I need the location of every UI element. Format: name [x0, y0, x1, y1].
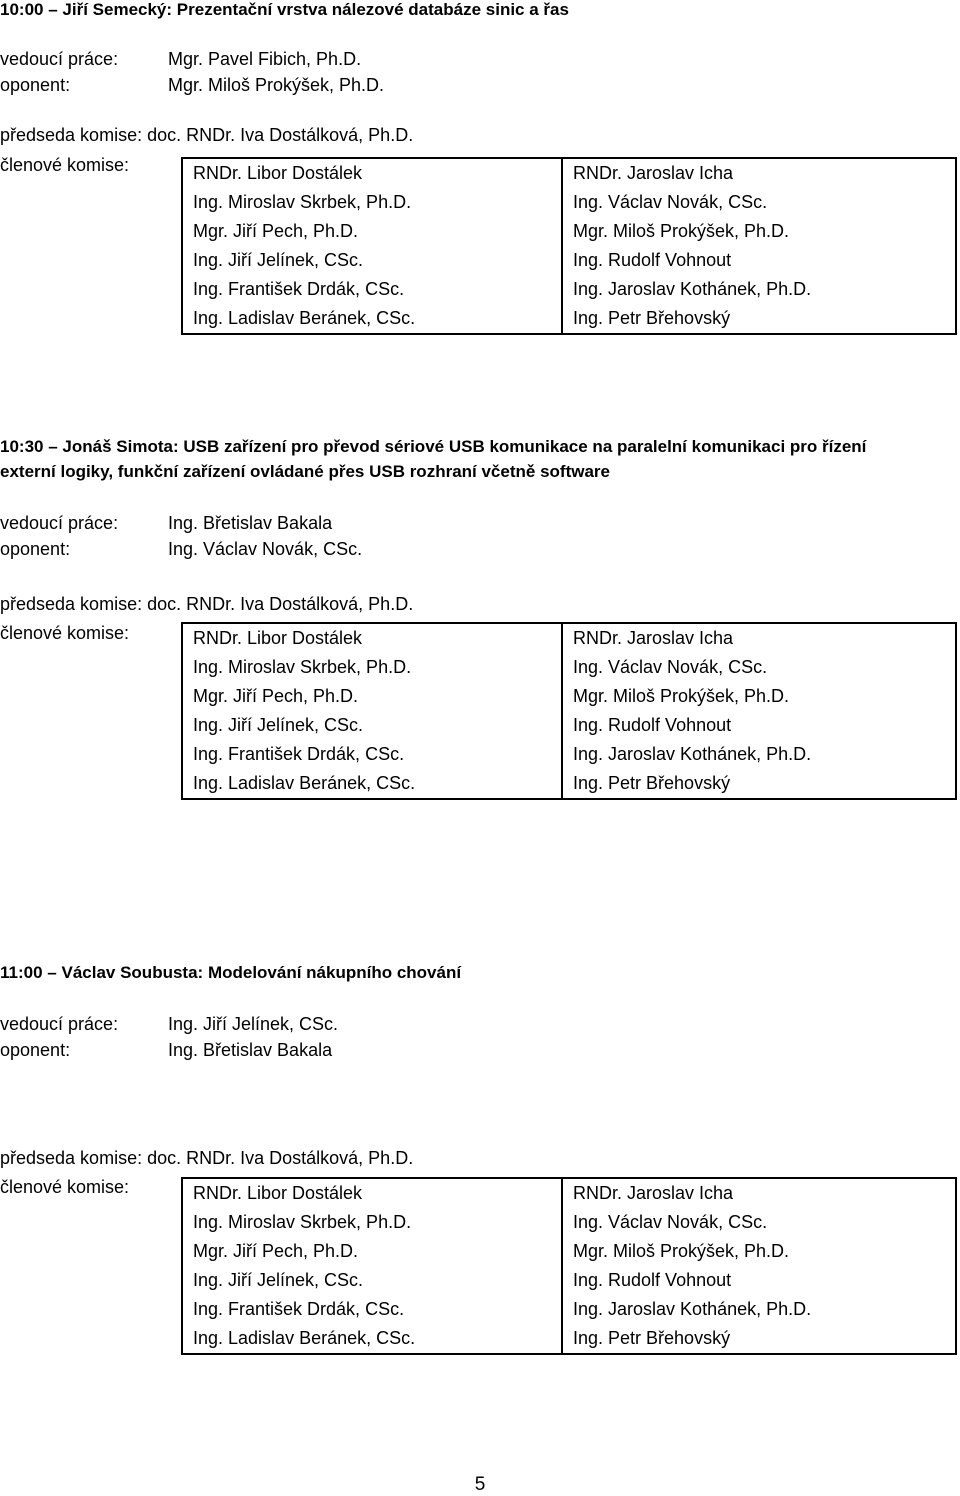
- member: Mgr. Miloš Prokýšek, Ph.D.: [573, 686, 790, 706]
- members-label: členové komise:: [0, 155, 130, 175]
- member: Ing. František Drdák, CSc.: [193, 279, 405, 299]
- opponent-value: Mgr. Miloš Prokýšek, Ph.D.: [168, 75, 385, 95]
- opponent-label: oponent:: [0, 1040, 71, 1060]
- member: Mgr. Miloš Prokýšek, Ph.D.: [573, 1241, 790, 1261]
- opponent-value: Ing. Břetislav Bakala: [168, 1040, 333, 1060]
- member: Ing. Ladislav Beránek, CSc.: [193, 1328, 416, 1348]
- member: Ing. Václav Novák, CSc.: [573, 1212, 768, 1232]
- opponent-label: oponent:: [0, 539, 71, 559]
- members-label: členové komise:: [0, 623, 130, 643]
- member: RNDr. Libor Dostálek: [193, 1183, 363, 1203]
- session-topic: Modelování nákupního chování: [207, 963, 462, 982]
- supervisor-value: Ing. Jiří Jelínek, CSc.: [168, 1014, 339, 1034]
- member: Ing. Ladislav Beránek, CSc.: [193, 308, 416, 328]
- page-number: 5: [474, 1474, 486, 1495]
- members-left-column: [182, 1178, 562, 1354]
- session-dash: –: [47, 963, 57, 982]
- member: RNDr. Libor Dostálek: [193, 628, 363, 648]
- session-topic: Prezentační vrstva nálezové databáze sinic a řas: [176, 0, 569, 19]
- member: RNDr. Jaroslav Icha: [573, 628, 734, 648]
- member: Mgr. Jiří Pech, Ph.D.: [193, 686, 359, 706]
- member: Ing. Jaroslav Kothánek, Ph.D.: [573, 744, 812, 764]
- supervisor-label: vedoucí práce:: [0, 1014, 119, 1034]
- member: Ing. Rudolf Vohnout: [573, 250, 732, 270]
- members-table: [181, 622, 957, 800]
- members-right-column: [562, 623, 956, 799]
- chair-label: předseda komise:: [0, 594, 143, 614]
- session-title: [0, 961, 461, 985]
- session-title-line2: [0, 460, 610, 484]
- member: RNDr. Jaroslav Icha: [573, 163, 734, 183]
- member: Ing. Petr Břehovský: [573, 1328, 731, 1348]
- member: Ing. Rudolf Vohnout: [573, 1270, 732, 1290]
- chair-label: předseda komise:: [0, 125, 143, 145]
- opponent-label: oponent:: [0, 75, 71, 95]
- chair-row: [0, 1146, 413, 1170]
- member: Ing. Jiří Jelínek, CSc.: [193, 250, 364, 270]
- member: Ing. Miroslav Skrbek, Ph.D.: [193, 657, 412, 677]
- member: RNDr. Jaroslav Icha: [573, 1183, 734, 1203]
- members-right-column: [562, 158, 956, 334]
- session-time: 10:30: [0, 437, 44, 456]
- supervisor-label: vedoucí práce:: [0, 49, 119, 69]
- supervisor-value: Mgr. Pavel Fibich, Ph.D.: [168, 49, 362, 69]
- member: Ing. Petr Břehovský: [573, 308, 731, 328]
- member: Ing. Miroslav Skrbek, Ph.D.: [193, 192, 412, 212]
- member: Ing. Jiří Jelínek, CSc.: [193, 1270, 364, 1290]
- supervisor-label: vedoucí práce:: [0, 513, 119, 533]
- member: Ing. Jaroslav Kothánek, Ph.D.: [573, 279, 812, 299]
- member: Ing. Petr Břehovský: [573, 773, 731, 793]
- member: Ing. Jiří Jelínek, CSc.: [193, 715, 364, 735]
- session-topic-continued: externí logiky, funkční zařízení ovládané přes USB rozhraní včetně software: [0, 462, 610, 481]
- member: Ing. Václav Novák, CSc.: [573, 192, 768, 212]
- supervisor-value: Ing. Břetislav Bakala: [168, 513, 333, 533]
- session-author: Jonáš Simota:: [62, 437, 179, 456]
- member: Ing. František Drdák, CSc.: [193, 744, 405, 764]
- member: Ing. Ladislav Beránek, CSc.: [193, 773, 416, 793]
- members-label: členové komise:: [0, 1177, 130, 1197]
- members-table: [181, 1177, 957, 1355]
- session-author: Václav Soubusta:: [61, 963, 204, 982]
- chair-value: doc. RNDr. Iva Dostálková, Ph.D.: [147, 594, 414, 614]
- members-left-column: [182, 158, 562, 334]
- member: Mgr. Miloš Prokýšek, Ph.D.: [573, 221, 790, 241]
- member: Ing. Miroslav Skrbek, Ph.D.: [193, 1212, 412, 1232]
- members-right-column: [562, 1178, 956, 1354]
- members-table: [181, 157, 957, 335]
- session-time: 10:00: [0, 0, 44, 19]
- chair-value: doc. RNDr. Iva Dostálková, Ph.D.: [147, 1148, 414, 1168]
- member: Ing. Václav Novák, CSc.: [573, 657, 768, 677]
- member: Ing. Jaroslav Kothánek, Ph.D.: [573, 1299, 812, 1319]
- member: RNDr. Libor Dostálek: [193, 163, 363, 183]
- opponent-value: Ing. Václav Novák, CSc.: [168, 539, 363, 559]
- session-author: Jiří Semecký:: [62, 0, 173, 19]
- member: Mgr. Jiří Pech, Ph.D.: [193, 221, 359, 241]
- chair-row: [0, 123, 413, 147]
- member: Mgr. Jiří Pech, Ph.D.: [193, 1241, 359, 1261]
- member: Ing. František Drdák, CSc.: [193, 1299, 405, 1319]
- chair-row: [0, 592, 413, 616]
- session-title: [0, 0, 569, 22]
- member: Ing. Rudolf Vohnout: [573, 715, 732, 735]
- session-topic: USB zařízení pro převod sériové USB komunikace na paralelní komunikaci pro řízení: [183, 437, 867, 456]
- session-time: 11:00: [0, 963, 43, 982]
- session-title: [0, 435, 866, 459]
- session-dash: –: [48, 437, 58, 456]
- members-left-column: [182, 623, 562, 799]
- session-dash: –: [48, 0, 58, 19]
- chair-label: předseda komise:: [0, 1148, 143, 1168]
- chair-value: doc. RNDr. Iva Dostálková, Ph.D.: [147, 125, 414, 145]
